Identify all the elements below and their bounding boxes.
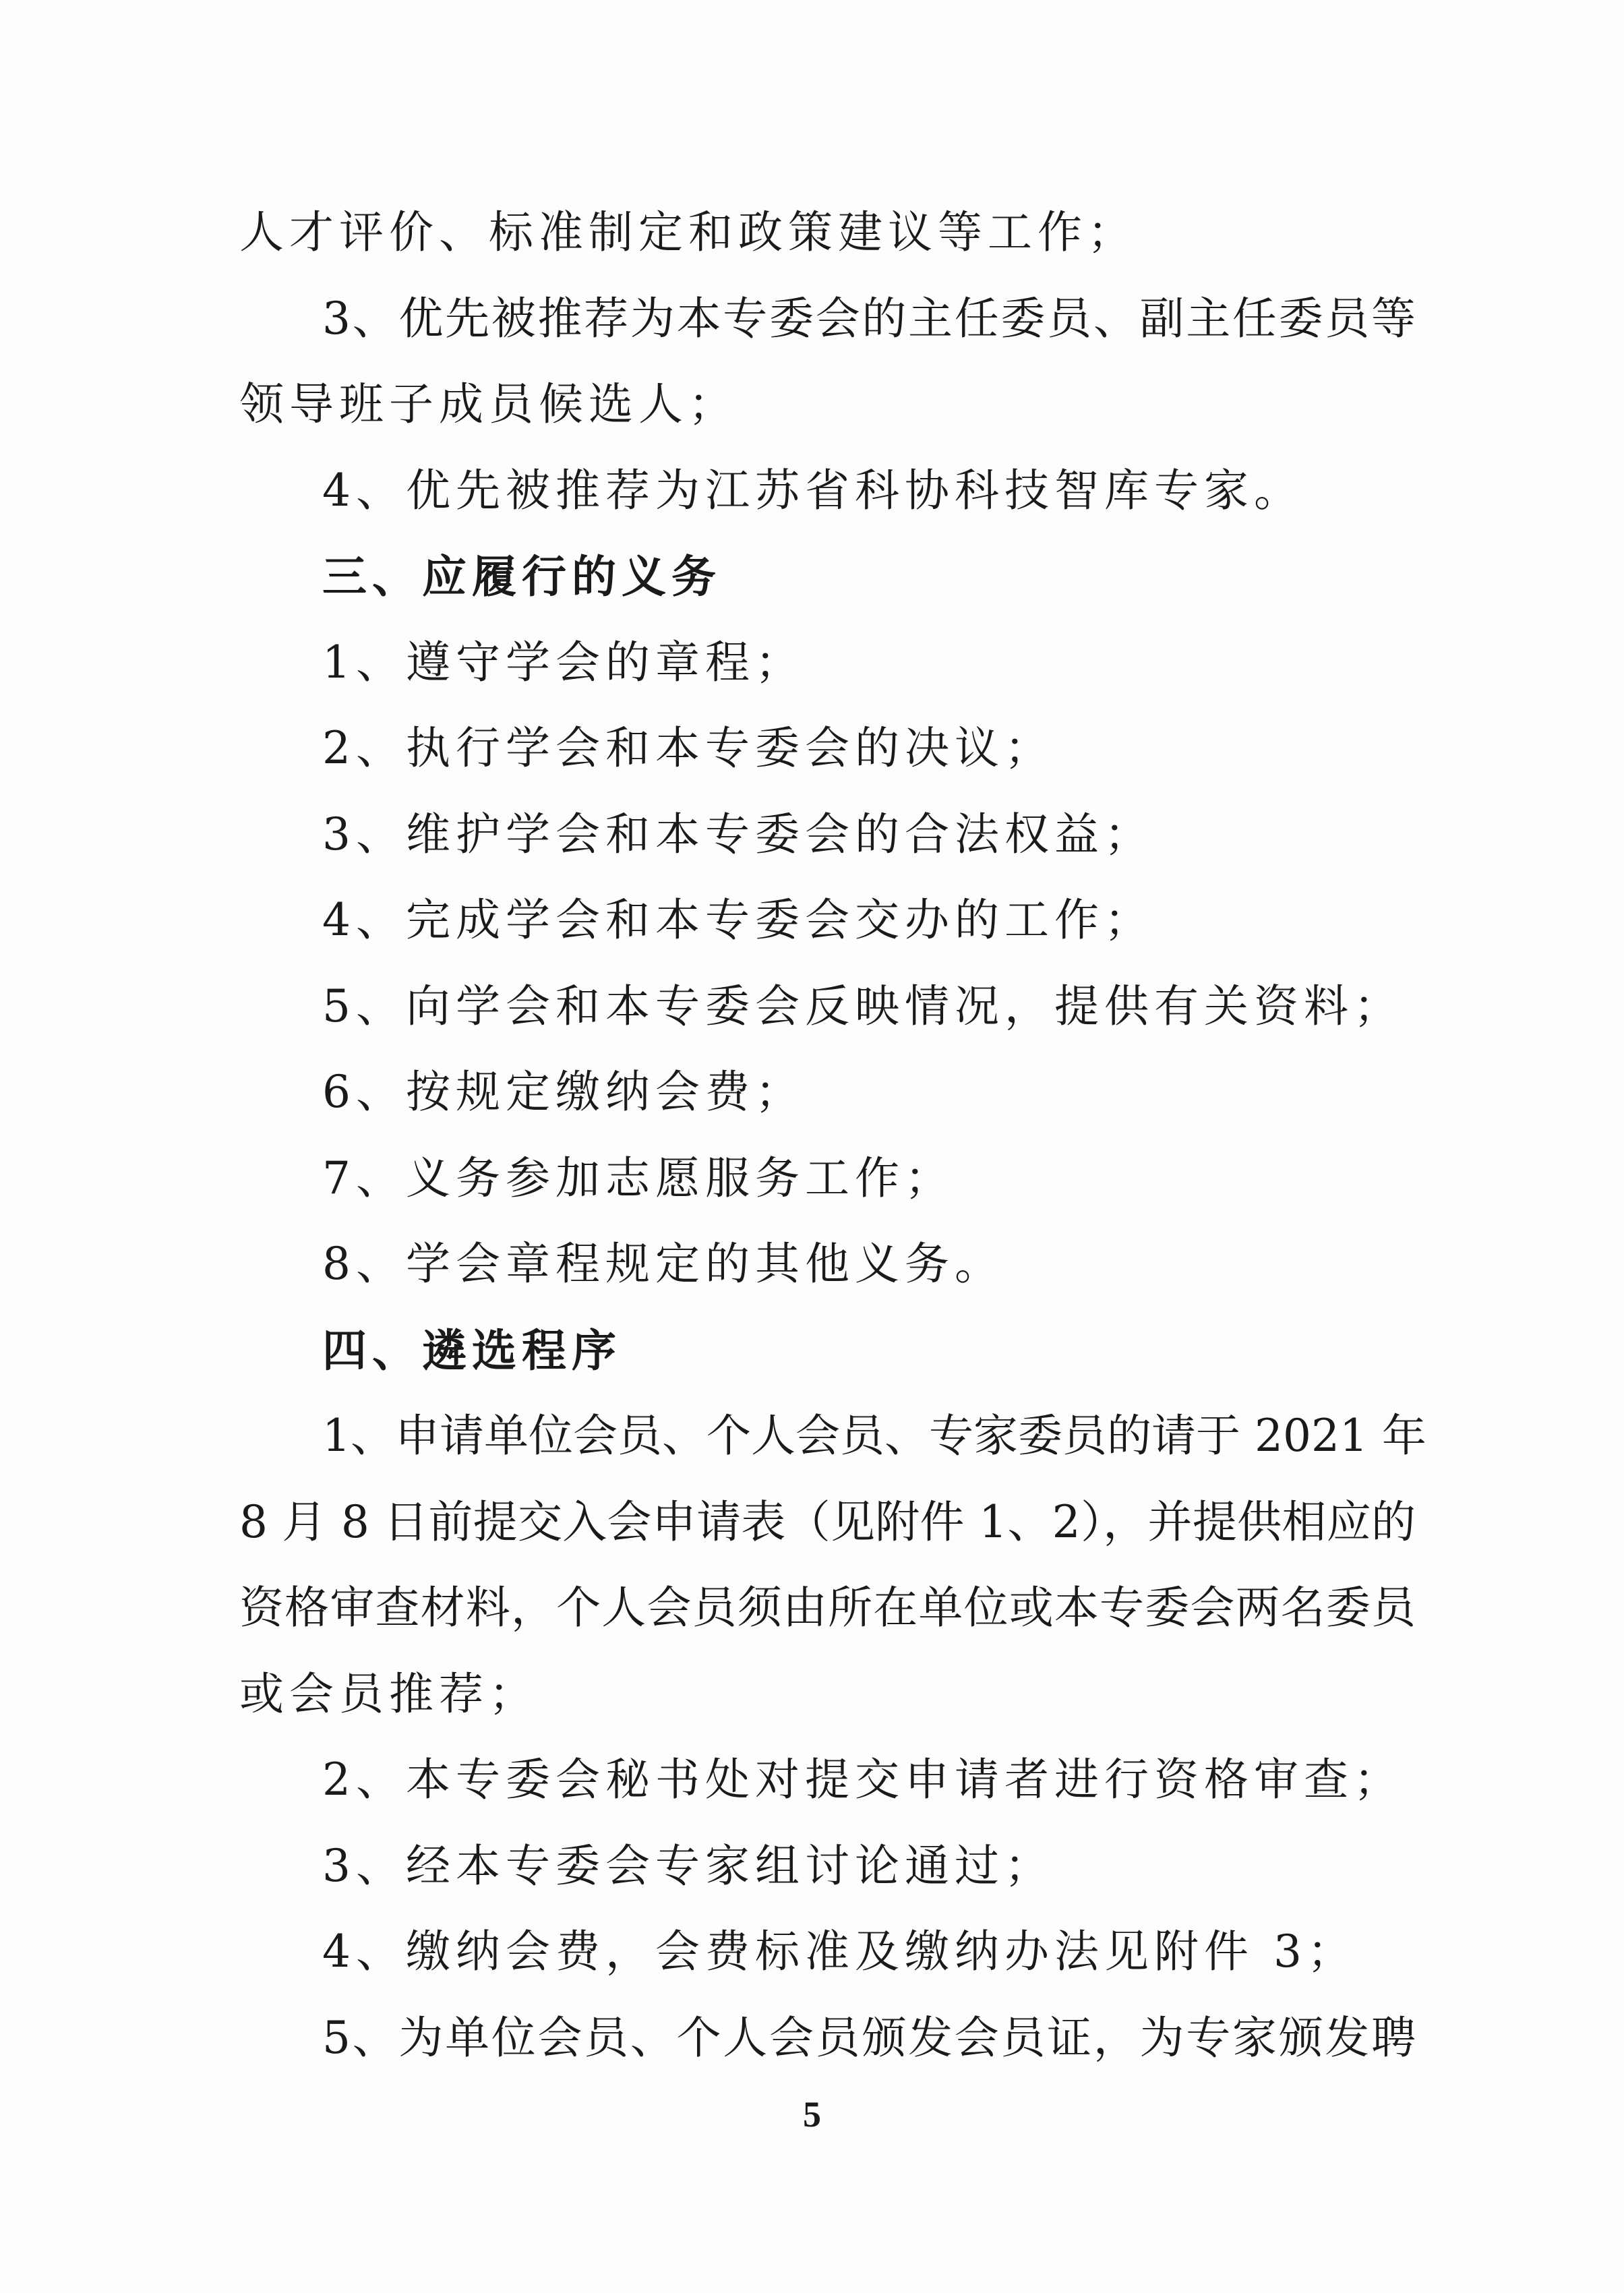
list-item: 2、执行学会和本专委会的决议；	[322, 722, 1054, 774]
list-item: 1、申请单位会员、个人会员、专家委员的请于 2021 年	[322, 1410, 1426, 1462]
text-line: 领导班子成员候选人；	[239, 378, 738, 430]
section-heading: 四、遴选程序	[322, 1324, 622, 1377]
list-item: 6、按规定缴纳会费；	[322, 1066, 805, 1118]
list-item: 5、向学会和本专委会反映情况，提供有关资料；	[322, 980, 1404, 1032]
list-item: 3、维护学会和本专委会的合法权益；	[322, 808, 1154, 860]
list-item: 2、本专委会秘书处对提交申请者进行资格审查；	[322, 1754, 1404, 1806]
text-line: 3、优先被推荐为本专委会的主任委员、副主任委员等	[322, 293, 1416, 345]
list-item: 5、为单位会员、个人会员颁发会员证，为专家颁发聘	[322, 2012, 1416, 2064]
text-line: 人才评价、标准制定和政策建议等工作；	[239, 206, 1137, 258]
text-line: 8 月 8 日前提交入会申请表（见附件 1、2），并提供相应的	[239, 1496, 1416, 1548]
list-item: 8、学会章程规定的其他义务。	[322, 1238, 1004, 1290]
page-number: 5	[803, 2094, 821, 2135]
list-item: 4、缴纳会费，会费标准及缴纳办法见附件 3；	[322, 1926, 1357, 1977]
list-item: 7、义务参加志愿服务工作；	[322, 1152, 955, 1204]
text-line: 4、优先被推荐为江苏省科协科技智库专家。	[322, 465, 1304, 516]
list-item: 1、遵守学会的章程；	[322, 636, 805, 688]
text-line: 资格审查材料，个人会员须由所在单位或本专委会两名委员	[239, 1582, 1416, 1634]
section-heading: 三、应履行的义务	[322, 550, 721, 603]
list-item: 3、经本专委会专家组讨论通过；	[322, 1840, 1054, 1892]
list-item: 4、完成学会和本专委会交办的工作；	[322, 894, 1154, 946]
text-line: 或会员推荐；	[239, 1668, 539, 1720]
